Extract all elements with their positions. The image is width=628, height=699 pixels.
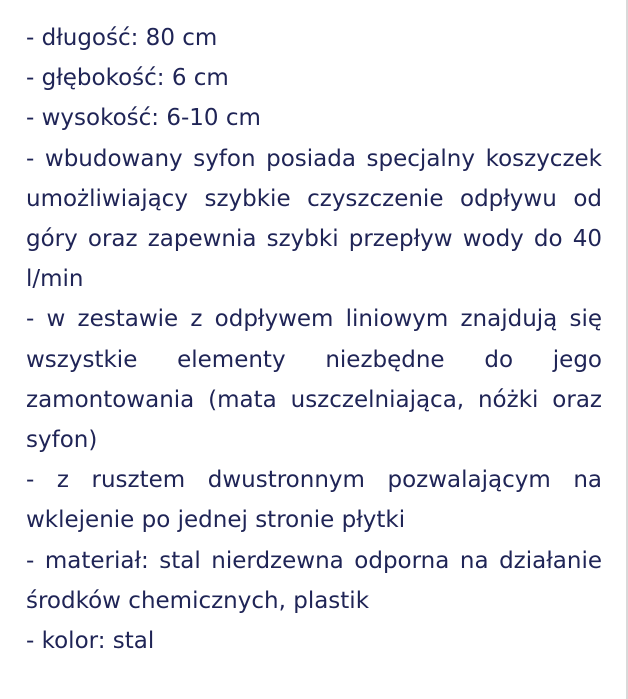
spec-list — [26, 18, 602, 661]
spec-item-depth: - głębokość: 6 cm — [26, 65, 229, 92]
spec-item-set-contents: - w zestawie z odpływem liniowym znajdują się wszystkie elementy niezbędne do jego zamontowania (mata uszczelniająca, nóżki oraz syfon) — [26, 306, 602, 454]
spec-item-grate: - z rusztem dwustronnym pozwalającym na wklejenie po jednej stronie płytki — [26, 467, 602, 534]
spec-item-height: - wysokość: 6-10 cm — [26, 105, 261, 132]
spec-item-color: - kolor: stal — [26, 628, 155, 655]
spec-item-material: - materiał: stal nierdzewna odporna na działanie środków chemicznych, plastik — [26, 547, 602, 614]
spec-item-siphon: - wbudowany syfon posiada specjalny koszyczek umożliwiający szybkie czyszczenie odpływu od góry oraz zapewnia szybki przepływ wody do 40 l/min — [26, 145, 602, 293]
spec-item-length: - długość: 80 cm — [26, 25, 218, 51]
